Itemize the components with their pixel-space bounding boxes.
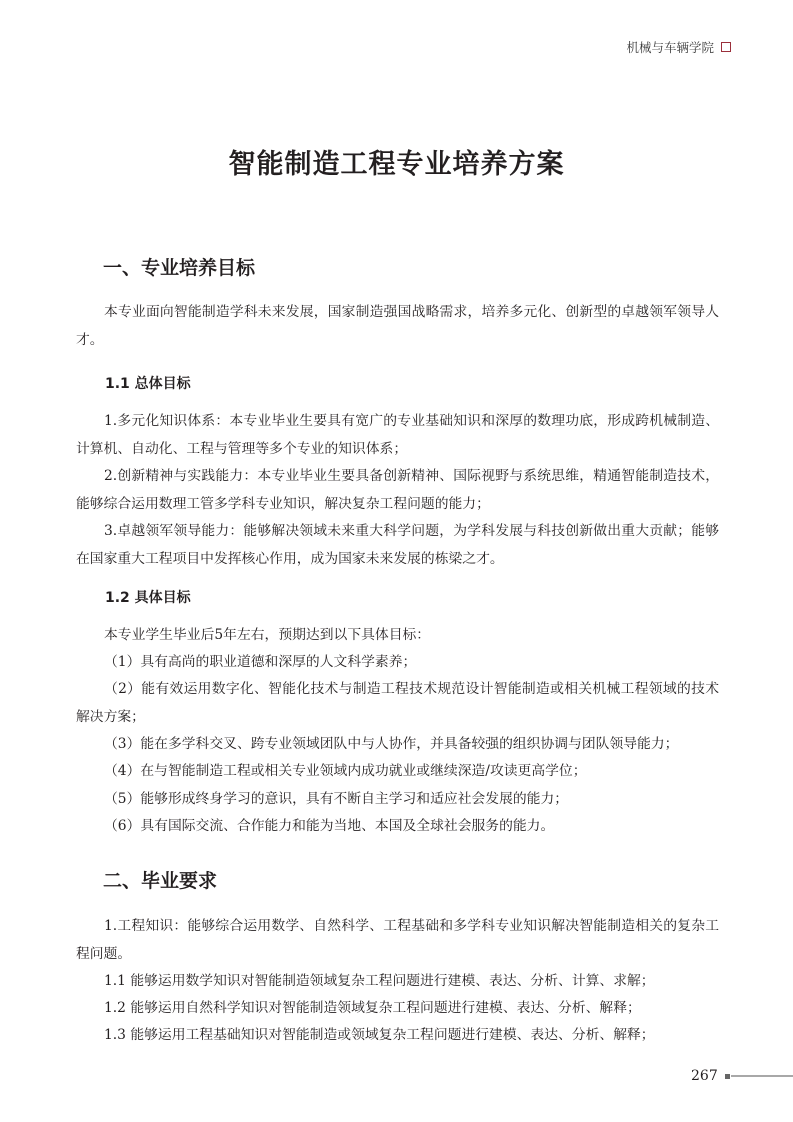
section-heading-1: 一、专业培养目标: [103, 257, 256, 279]
running-title: 机械与车辆学院: [626, 40, 714, 55]
list-item-goal-1: （1）具有高尚的职业道德和深厚的人文科学素养；: [104, 654, 417, 670]
section-heading-2: 二、毕业要求: [103, 870, 218, 892]
page-title: 智能制造工程专业培养方案: [228, 149, 565, 180]
list-item-goal-2: （2）能有效运用数字化、智能化技术与制造工程技术规范设计智能制造或相关机械工程领域的技术解决方案；: [76, 681, 719, 725]
list-item-goal-3: （3）能在多学科交叉、跨专业领域团队中与人协作，并具备较强的组织协调与团队领导能力；: [104, 736, 679, 752]
paragraph-2-1-3: 1.3 能够运用工程基础知识对智能制造或领域复杂工程问题进行建模、表达、分析、解释；: [104, 1027, 655, 1043]
subsection-heading-1-2: 1.2 具体目标: [105, 590, 191, 606]
footer-rule: [731, 1075, 793, 1077]
list-item-goal-4: （4）在与智能制造工程或相关专业领域内成功就业或继续深造/攻读更高学位；: [104, 763, 587, 779]
running-header: [626, 38, 731, 56]
paragraph-1-1-3: 3.卓越领军领导能力：能够解决领域未来重大科学问题，为学科发展与科技创新做出重大贡献；能够在国家重大工程项目中发挥核心作用，成为国家未来发展的栋梁之才。: [76, 523, 719, 567]
paragraph-2-1: 1.工程知识：能够综合运用数学、自然科学、工程基础和多学科专业知识解决智能制造相关的复杂工程问题。: [76, 918, 719, 962]
paragraph-2-1-1: 1.1 能够运用数学知识对智能制造领域复杂工程问题进行建模、表达、分析、计算、求解；: [104, 973, 655, 989]
square-marker-icon: [721, 42, 731, 52]
paragraph-2-1-2: 1.2 能够运用自然科学知识对智能制造领域复杂工程问题进行建模、表达、分析、解释；: [104, 1000, 641, 1016]
paragraph-1-2-intro: 本专业学生毕业后5年左右，预期达到以下具体目标：: [104, 627, 431, 643]
paragraph-1-1-2: 2.创新精神与实践能力：本专业毕业生要具备创新精神、国际视野与系统思维，精通智能制造技术，能够综合运用数理工管多学科专业知识，解决复杂工程问题的能力；: [76, 468, 719, 512]
square-bullet-icon: [725, 1074, 730, 1079]
page-footer: [691, 1068, 793, 1084]
section-1-intro: 本专业面向智能制造学科未来发展，国家制造强国战略需求，培养多元化、创新型的卓越领军领导人才。: [76, 304, 719, 348]
subsection-heading-1-1: 1.1 总体目标: [105, 376, 191, 392]
list-item-goal-6: （6）具有国际交流、合作能力和能为当地、本国及全球社会服务的能力。: [104, 818, 555, 834]
paragraph-1-1-1: 1.多元化知识体系：本专业毕业生要具有宽广的专业基础知识和深厚的数理功底，形成跨机械制造、计算机、自动化、工程与管理等多个专业的知识体系；: [76, 413, 719, 457]
page-number: 267: [691, 1068, 718, 1084]
list-item-goal-5: （5）能够形成终身学习的意识，具有不断自主学习和适应社会发展的能力；: [104, 791, 569, 807]
